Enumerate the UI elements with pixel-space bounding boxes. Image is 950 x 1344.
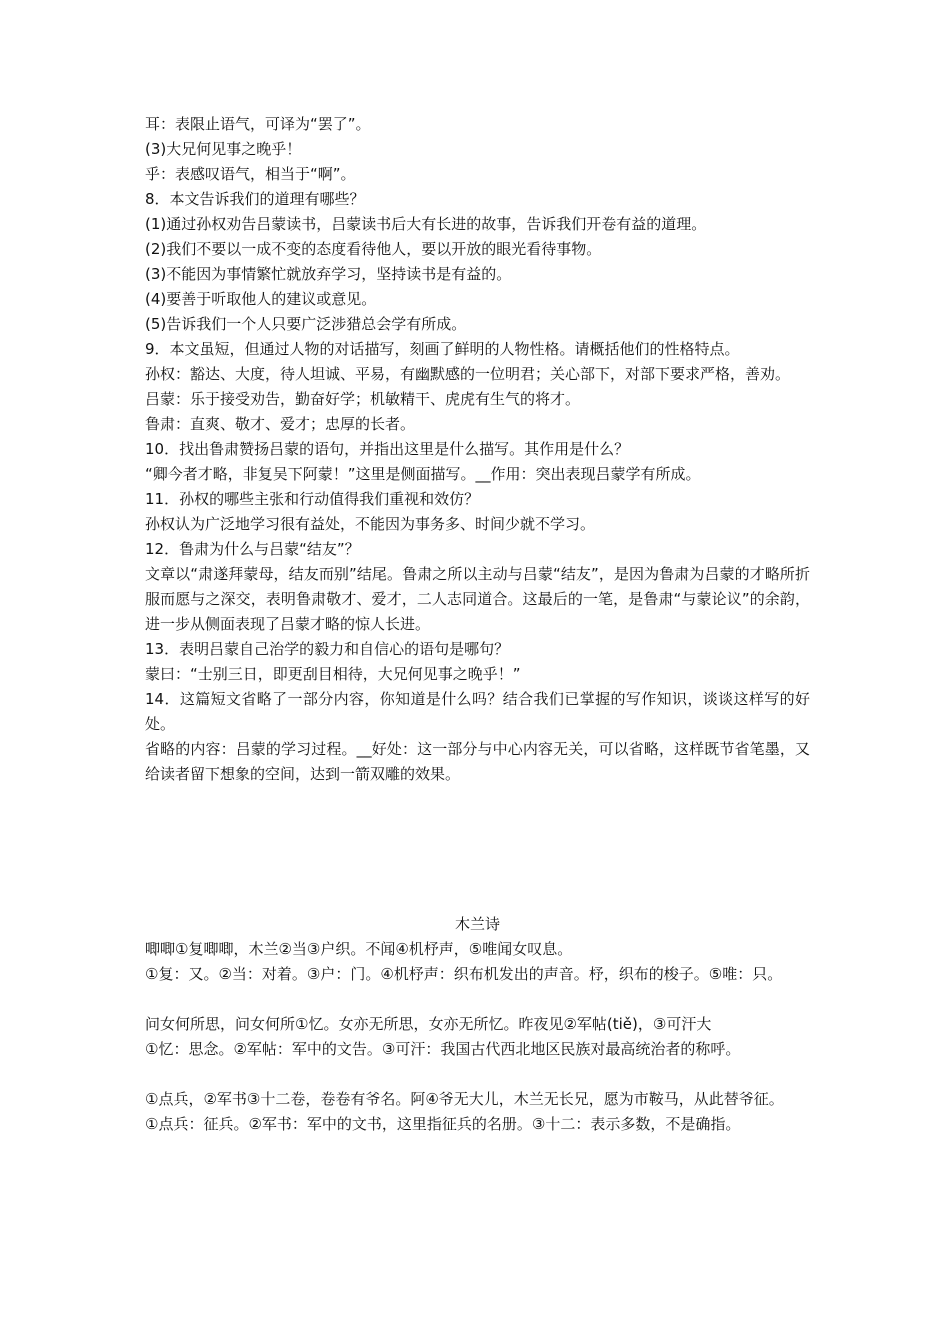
question-12: 12．鲁肃为什么与吕蒙“结友”？	[145, 540, 360, 558]
poem-line: 问女何所思，问女何所①忆。女亦无所思，女亦无所忆。昨夜见②军帖(tiě)，③可汗大	[145, 1015, 712, 1033]
poem-title: 木兰诗	[454, 915, 500, 933]
question-11: 11．孙权的哪些主张和行动值得我们重视和效仿？	[145, 490, 480, 508]
text-line: (4)要善于听取他人的建议或意见。	[145, 290, 377, 308]
answer-sunquan: 孙权：豁达、大度，待人坦诚、平易，有幽默感的一位明君；关心部下，对部下要求严格，善劝。	[145, 365, 791, 383]
text-line: 吕蒙：乐于接受劝告，勤奋好学；机敏精干、虎虎有生气的将才。	[145, 390, 581, 408]
poem-note: ①复：又。②当：对着。③户：门。④机杼声：织布机发出的声音。杼，织布的梭子。⑤唯：只。	[145, 965, 783, 983]
spacer	[145, 987, 810, 1012]
spacer	[145, 1062, 810, 1087]
question-10: 10．找出鲁肃赞扬吕蒙的语句，并指出这里是什么描写。其作用是什么？	[145, 440, 630, 458]
poem-note: ①点兵：征兵。②军书：军中的文书，这里指征兵的名册。③十二：表示多数，不是确指。	[145, 1115, 741, 1133]
text-line: (1)通过孙权劝告吕蒙读书，吕蒙读书后大有长进的故事，告诉我们开卷有益的道理。	[145, 215, 707, 233]
document-page	[145, 112, 810, 1137]
question-14: 14．这篇短文省略了一部分内容，你知道是什么吗？结合我们已掌握的写作知识，谈谈这样写的好处。	[145, 690, 810, 733]
text-line: 鲁肃：直爽、敬才、爱才；忠厚的长者。	[145, 415, 416, 433]
text-line: 耳：表限止语气，可译为“罢了”。	[145, 115, 371, 133]
question-9: 9．本文虽短，但通过人物的对话描写，刻画了鲜明的人物性格。请概括他们的性格特点。	[145, 340, 740, 358]
text-line: (2)我们不要以一成不变的态度看待他人，要以开放的眼光看待事物。	[145, 240, 602, 258]
text-line: (3)大兄何见事之晚乎！	[145, 140, 302, 158]
text-line: (3)不能因为事情繁忙就放弃学习，坚持读书是有益的。	[145, 265, 512, 283]
question-8: 8．本文告诉我们的道理有哪些？	[145, 190, 365, 208]
block3	[145, 637, 810, 687]
text-line: “卿今者才略，非复吴下阿蒙！”这里是侧面描写。__作用：突出表现吕蒙学有所成。	[145, 465, 701, 483]
poem-note: ①忆：思念。②军帖：军中的文告。③可汗：我国古代西北地区民族对最高统治者的称呼。	[145, 1040, 741, 1058]
poem-line: ①点兵，②军书③十二卷，卷卷有爷名。阿④爷无大儿，木兰无长兄，愿为市鞍马，从此替爷征。	[145, 1090, 784, 1108]
question-13: 13．表明吕蒙自己治学的毅力和自信心的语句是哪句？	[145, 640, 510, 658]
text-line: 蒙曰：“士别三日，即更刮目相待，大兄何见事之晚乎！”	[145, 665, 521, 683]
block2	[145, 387, 810, 562]
text-line: 乎：表感叹语气，相当于“啊”。	[145, 165, 356, 183]
block1	[145, 112, 810, 362]
poem-line: 唧唧①复唧唧，木兰②当③户织。不闻④机杼声，⑤唯闻女叹息。	[145, 940, 573, 958]
text-line: (5)告诉我们一个人只要广泛涉猎总会学有所成。	[145, 315, 467, 333]
answer-12: 文章以“肃遂拜蒙母，结友而别”结尾。鲁肃之所以主动与吕蒙“结友”，是因为鲁肃为吕蒙的才略所折服而愿与之深交，表明鲁肃敬才、爱才，二人志同道合。这最后的一笔，是鲁肃“与蒙论议”的余韵，进一步从侧面表现了吕蒙才略的惊人长进。	[145, 565, 810, 633]
answer-14: 省略的内容：吕蒙的学习过程。__好处：这一部分与中心内容无关，可以省略，这样既节省笔墨，又给读者留下想象的空间，达到一箭双雕的效果。	[145, 740, 810, 783]
text-line: 孙权认为广泛地学习很有益处，不能因为事务多、时间少就不学习。	[145, 515, 596, 533]
spacer	[145, 787, 810, 912]
